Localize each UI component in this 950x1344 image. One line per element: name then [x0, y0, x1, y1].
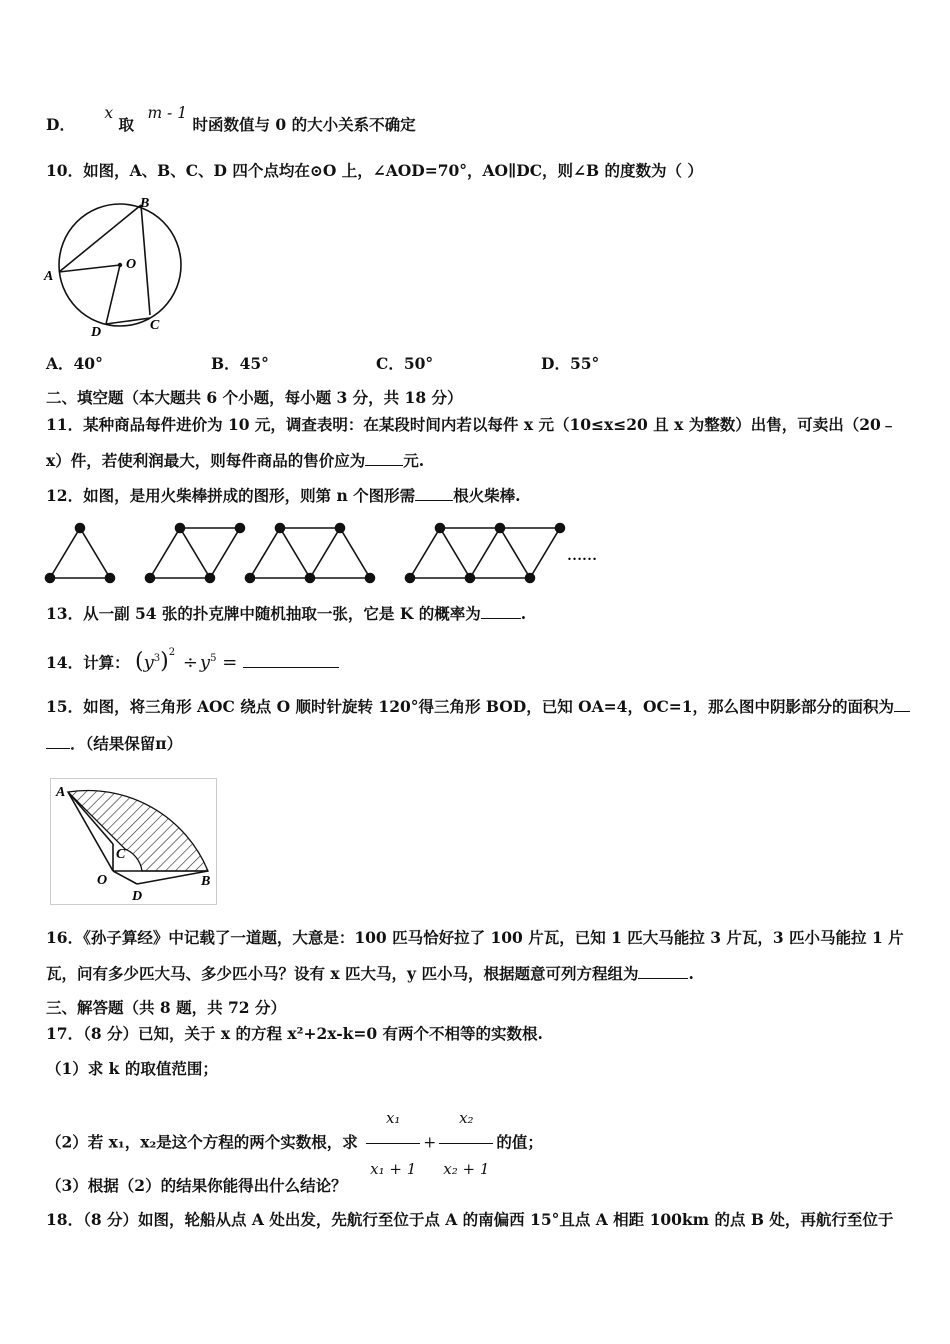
q10-option-b: B．45°: [211, 354, 269, 373]
segment-od: [106, 265, 120, 324]
q15-line1: 15．如图，将三角形 AOC 绕点 O 顺时针旋转 120°得三角形 BOD，已知 OA=4，OC=1，那么图中阴影部分的面积为: [46, 696, 910, 718]
q16-line2: 瓦，问有多少匹大马、多少匹小马？设有 x 匹大马，y 匹小马，根据题意可列方程组为 .: [46, 964, 694, 983]
label-o: O: [97, 873, 108, 888]
answer-blank: [638, 978, 688, 979]
answer-blank: [46, 748, 70, 749]
label-a: A: [56, 785, 66, 800]
q10-stem: 10．如图，A、B、C、D 四个点均在⊙O 上，∠AOD=70°，AO∥DC，则∠B 的度数为（ ）: [46, 161, 703, 180]
ellipsis: ……: [567, 548, 597, 564]
q9-option-d: D． x 取 m - 1 时函数值与 0 的大小关系不确定: [46, 104, 416, 134]
section-3-title: 三、解答题（共 8 题，共 72 分）: [46, 998, 286, 1017]
q11-line2: x）件，若使利润最大，则每件商品的售价应为 元.: [46, 451, 425, 470]
shaded-region: [68, 790, 208, 871]
q9-expr: m - 1: [147, 104, 188, 122]
q13-stem: 13．从一副 54 张的扑克牌中随机抽取一张，它是 K 的概率为 .: [46, 604, 527, 623]
label-a: A: [44, 269, 54, 284]
answer-blank: [415, 500, 453, 501]
q17-stem: 17．（8 分）已知，关于 x 的方程 x²+2x-k=0 有两个不相等的实数根.: [46, 1024, 543, 1043]
q17-part2: （2）若 x₁，x₂是这个方程的两个实数根，求 $\frac{\text{x₁}}{\text{x₁ + 1}}$ + $\frac{\text{x₂}}{\text{x₂ + 1}}$ 的值；: [46, 1094, 543, 1193]
label-b: B: [140, 196, 150, 211]
q15-sector-figure: [50, 778, 225, 906]
q15-line2: ．（结果保留π）: [46, 733, 182, 755]
q18-line1: 18．（8 分）如图，轮船从点 A 处出发，先航行至位于点 A 的南偏西 15°且点 A 相距 100km 的点 B 处，再航行至位于: [46, 1210, 894, 1229]
fraction-2: $\frac{\text{x₂}}{\text{x₂ + 1}}$: [439, 1094, 493, 1193]
segment-bd: [137, 871, 208, 884]
figure-2: [146, 524, 245, 583]
label-d: D: [91, 325, 102, 338]
figure-1: [46, 524, 115, 583]
q12-matchstick-figures: [40, 518, 660, 598]
q10-option-c: C．50°: [376, 354, 434, 373]
q10-option-d: D．55°: [541, 354, 600, 373]
figure-4: [406, 524, 565, 583]
section-2-title: 二、填空题（本大题共 6 个小题，每小题 3 分，共 18 分）: [46, 388, 463, 407]
label-o: O: [126, 257, 137, 272]
q14-stem: 14．计算： $(y^3)^2 \div y^5$ =: [46, 648, 339, 674]
label-d: D: [132, 889, 143, 904]
center-point: [118, 263, 122, 267]
label-c: C: [150, 318, 160, 333]
q14-expression: $(y^3)^2 \div y^5$ =: [134, 647, 238, 674]
segment-ao: [59, 265, 120, 272]
q11-line1: 11．某种商品每件进价为 10 元，调查表明：在某段时间内若以每件 x 元（10≤x≤20 且 x 为整数）出售，可卖出（20﹣: [46, 415, 897, 434]
label-b: B: [201, 874, 211, 889]
answer-blank: [481, 618, 521, 619]
segment-od: [113, 871, 137, 884]
label-c: C: [116, 847, 126, 862]
chord-bc: [141, 205, 150, 315]
q16-line1: 16．《孙子算经》中记载了一道题，大意是：100 匹马恰好拉了 100 片瓦，已知 1 匹大马能拉 3 片瓦，3 匹小马能拉 1 片: [46, 928, 904, 947]
q10-option-a: A．40°: [46, 354, 103, 373]
q17-part1: （1）求 k 的取值范围；: [46, 1059, 218, 1078]
q10-circle-figure: [40, 193, 190, 338]
q9-var-x: x: [104, 104, 114, 122]
fraction-1: $\frac{\text{x₁}}{\text{x₁ + 1}}$: [366, 1094, 420, 1193]
q17-part3: （3）根据（2）的结果你能得出什么结论？: [46, 1176, 347, 1195]
figure-3: [246, 524, 375, 583]
q12-stem: 12．如图，是用火柴棒拼成的图形，则第 n 个图形需 根火柴棒.: [46, 486, 521, 505]
answer-blank: [243, 667, 339, 668]
answer-blank: [365, 465, 403, 466]
